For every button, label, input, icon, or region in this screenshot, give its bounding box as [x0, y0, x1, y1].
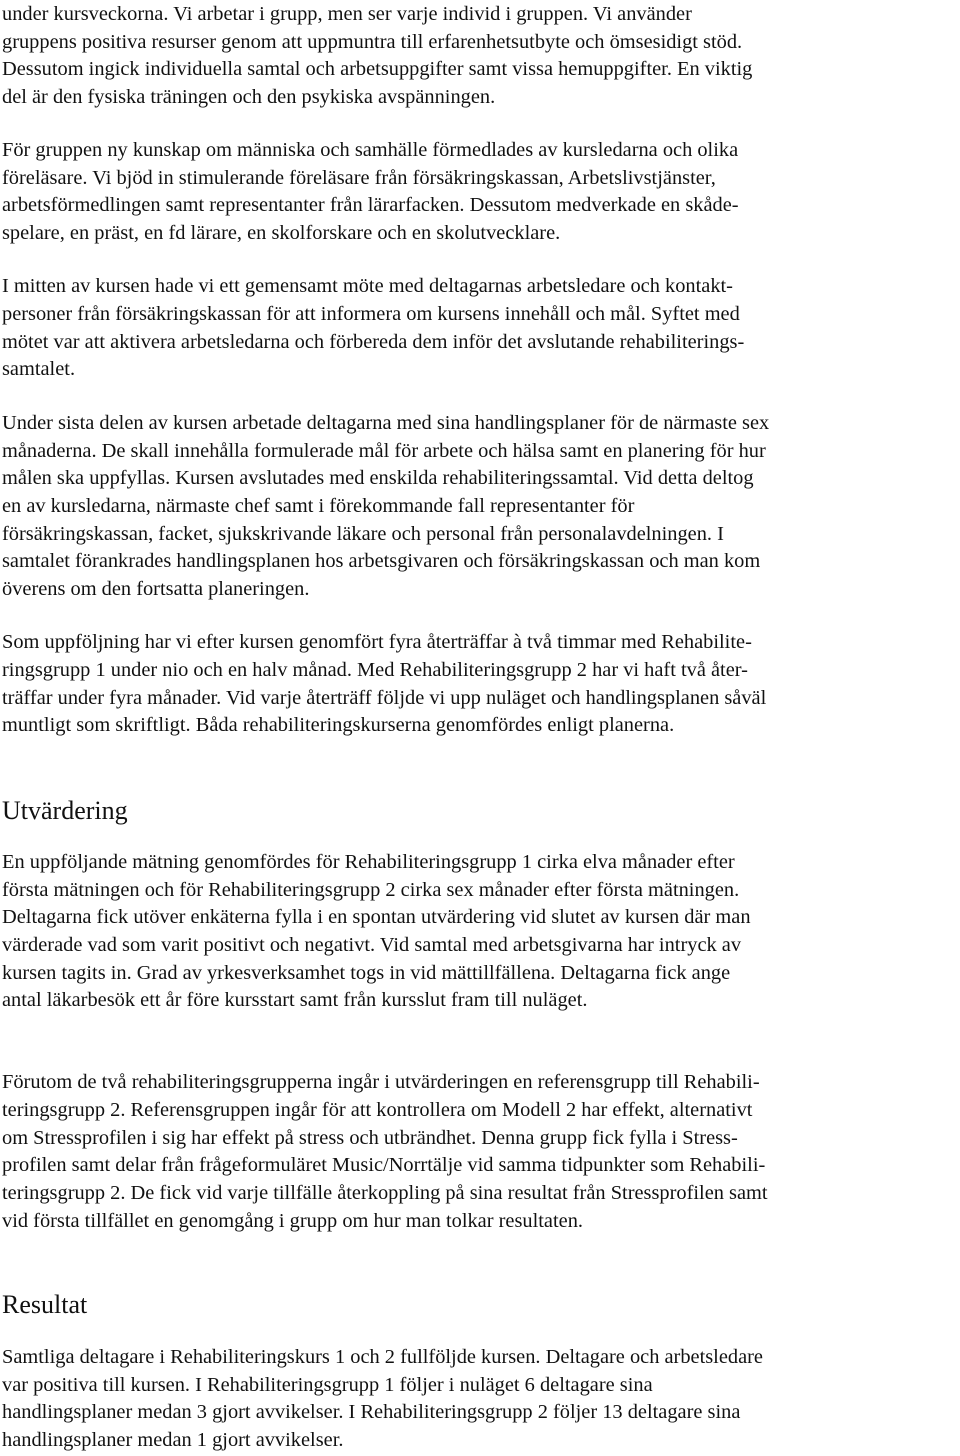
text-line: månaderna. De skall innehålla formulerade mål för arbete och hälsa samt en planering för hur [2, 440, 766, 462]
text-line: en av kursledarna, närmaste chef samt i förekommande fall representanter för [2, 495, 635, 517]
text-line: Under sista delen av kursen arbetade deltagarna med sina handlingsplaner för de närmaste sex [2, 412, 770, 434]
text-line: gruppens positiva resurser genom att uppmuntra till erfarenhetsutbyte och ömsesidigt stöd. [2, 31, 743, 53]
text-line: målen ska uppfyllas. Kursen avslutades med enskilda rehabiliteringssamtal. Vid detta deltog [2, 467, 754, 489]
text-line: Dessutom ingick individuella samtal och arbetsuppgifter samt vissa hemuppgifter. En viktig [2, 58, 753, 80]
text-line: samtalet förankrades handlingsplanen hos arbetsgivaren och försäkringskassan och man kom [2, 550, 761, 572]
text-line: träffar under fyra månader. Vid varje återträff följde vi upp nuläget och handlingsplanen såväl [2, 687, 767, 709]
text-line: Som uppföljning har vi efter kursen genomfört fyra återträffar à två timmar med Rehabilite- [2, 631, 752, 653]
text-line: Förutom de två rehabiliteringsgrupperna ingår i utvärderingen en referensgrupp till Rehabili- [2, 1071, 760, 1093]
text-line: ringsgrupp 1 under nio och en halv månad. Med Rehabiliteringsgrupp 2 har vi haft två åter- [2, 659, 748, 681]
text-line: kursen tagits in. Grad av yrkesverksamhet togs in vid mättillfällena. Deltagarna fick ange [2, 962, 731, 984]
text-line: var positiva till kursen. I Rehabiliteringsgrupp 1 följer i nuläget 6 deltagare sina [2, 1374, 653, 1396]
text-line: värderade vad som varit positivt och negativt. Vid samtal med arbetsgivarna har intryck av [2, 934, 742, 956]
text-line: spelare, en präst, en fd lärare, en skolforskare och en skolutvecklare. [2, 222, 561, 244]
text-line: muntligt som skriftligt. Båda rehabiliteringskurserna genomfördes enligt planerna. [2, 714, 675, 736]
text-line: teringsgrupp 2. De fick vid varje tillfälle återkoppling på sina resultat från Stressprofilen samt [2, 1182, 768, 1204]
text-line: första mätningen och för Rehabiliteringsgrupp 2 cirka sex månader efter första mätningen. [2, 879, 740, 901]
text-line: En uppföljande mätning genomfördes för Rehabiliteringsgrupp 1 cirka elva månader efter [2, 851, 735, 873]
text-line: profilen samt delar från frågeformuläret Music/Norrtälje vid samma tidpunkter som Rehabili- [2, 1154, 766, 1176]
text-line: mötet var att aktivera arbetsledarna och förbereda dem inför det avslutande rehabiliterings- [2, 331, 745, 353]
text-line: teringsgrupp 2. Referensgruppen ingår för att kontrollera om Modell 2 har effekt, alternativt [2, 1099, 753, 1121]
text-line: om Stressprofilen i sig har effekt på stress och utbrändhet. Denna grupp fick fylla i Stress- [2, 1127, 738, 1149]
text-line: arbetsförmedlingen samt representanter från lärarfacken. Dessutom medverkade en skåde- [2, 194, 739, 216]
text-line: handlingsplaner medan 1 gjort avvikelser. [2, 1429, 344, 1451]
text-line: överens om den fortsatta planeringen. [2, 578, 310, 600]
text-line: Samtliga deltagare i Rehabiliteringskurs 1 och 2 fullföljde kursen. Deltagare och arbetsledare [2, 1346, 763, 1368]
text-line: del är den fysiska träningen och den psykiska avspänningen. [2, 86, 496, 108]
text-line: personer från försäkringskassan för att informera om kursens innehåll och mål. Syftet med [2, 303, 740, 325]
text-line: Deltagarna fick utöver enkäterna fylla i en spontan utvärdering vid slutet av kursen där man [2, 906, 751, 928]
text-line: föreläsare. Vi bjöd in stimulerande föreläsare från försäkringskassan, Arbetslivstjänster, [2, 167, 716, 189]
text-line: vid första tillfället en genomgång i grupp om hur man tolkar resultaten. [2, 1210, 583, 1232]
text-line: För gruppen ny kunskap om människa och samhälle förmedlades av kursledarna och olika [2, 139, 739, 161]
text-line: försäkringskassan, facket, sjukskrivande läkare och personal från personalavdelningen. I [2, 523, 724, 545]
section-heading-evaluation: Utvärdering [2, 796, 128, 825]
section-heading-results: Resultat [2, 1290, 88, 1319]
text-line: handlingsplaner medan 3 gjort avvikelser. I Rehabiliteringsgrupp 2 följer 13 deltagare sina [2, 1401, 741, 1423]
text-line: under kursveckorna. Vi arbetar i grupp, men ser varje individ i gruppen. Vi använder [2, 3, 692, 25]
text-line: antal läkarbesök ett år före kursstart samt från kursslut fram till nuläget. [2, 989, 588, 1011]
text-line: I mitten av kursen hade vi ett gemensamt möte med deltagarnas arbetsledare och kontakt- [2, 275, 733, 297]
text-line: samtalet. [2, 358, 76, 380]
